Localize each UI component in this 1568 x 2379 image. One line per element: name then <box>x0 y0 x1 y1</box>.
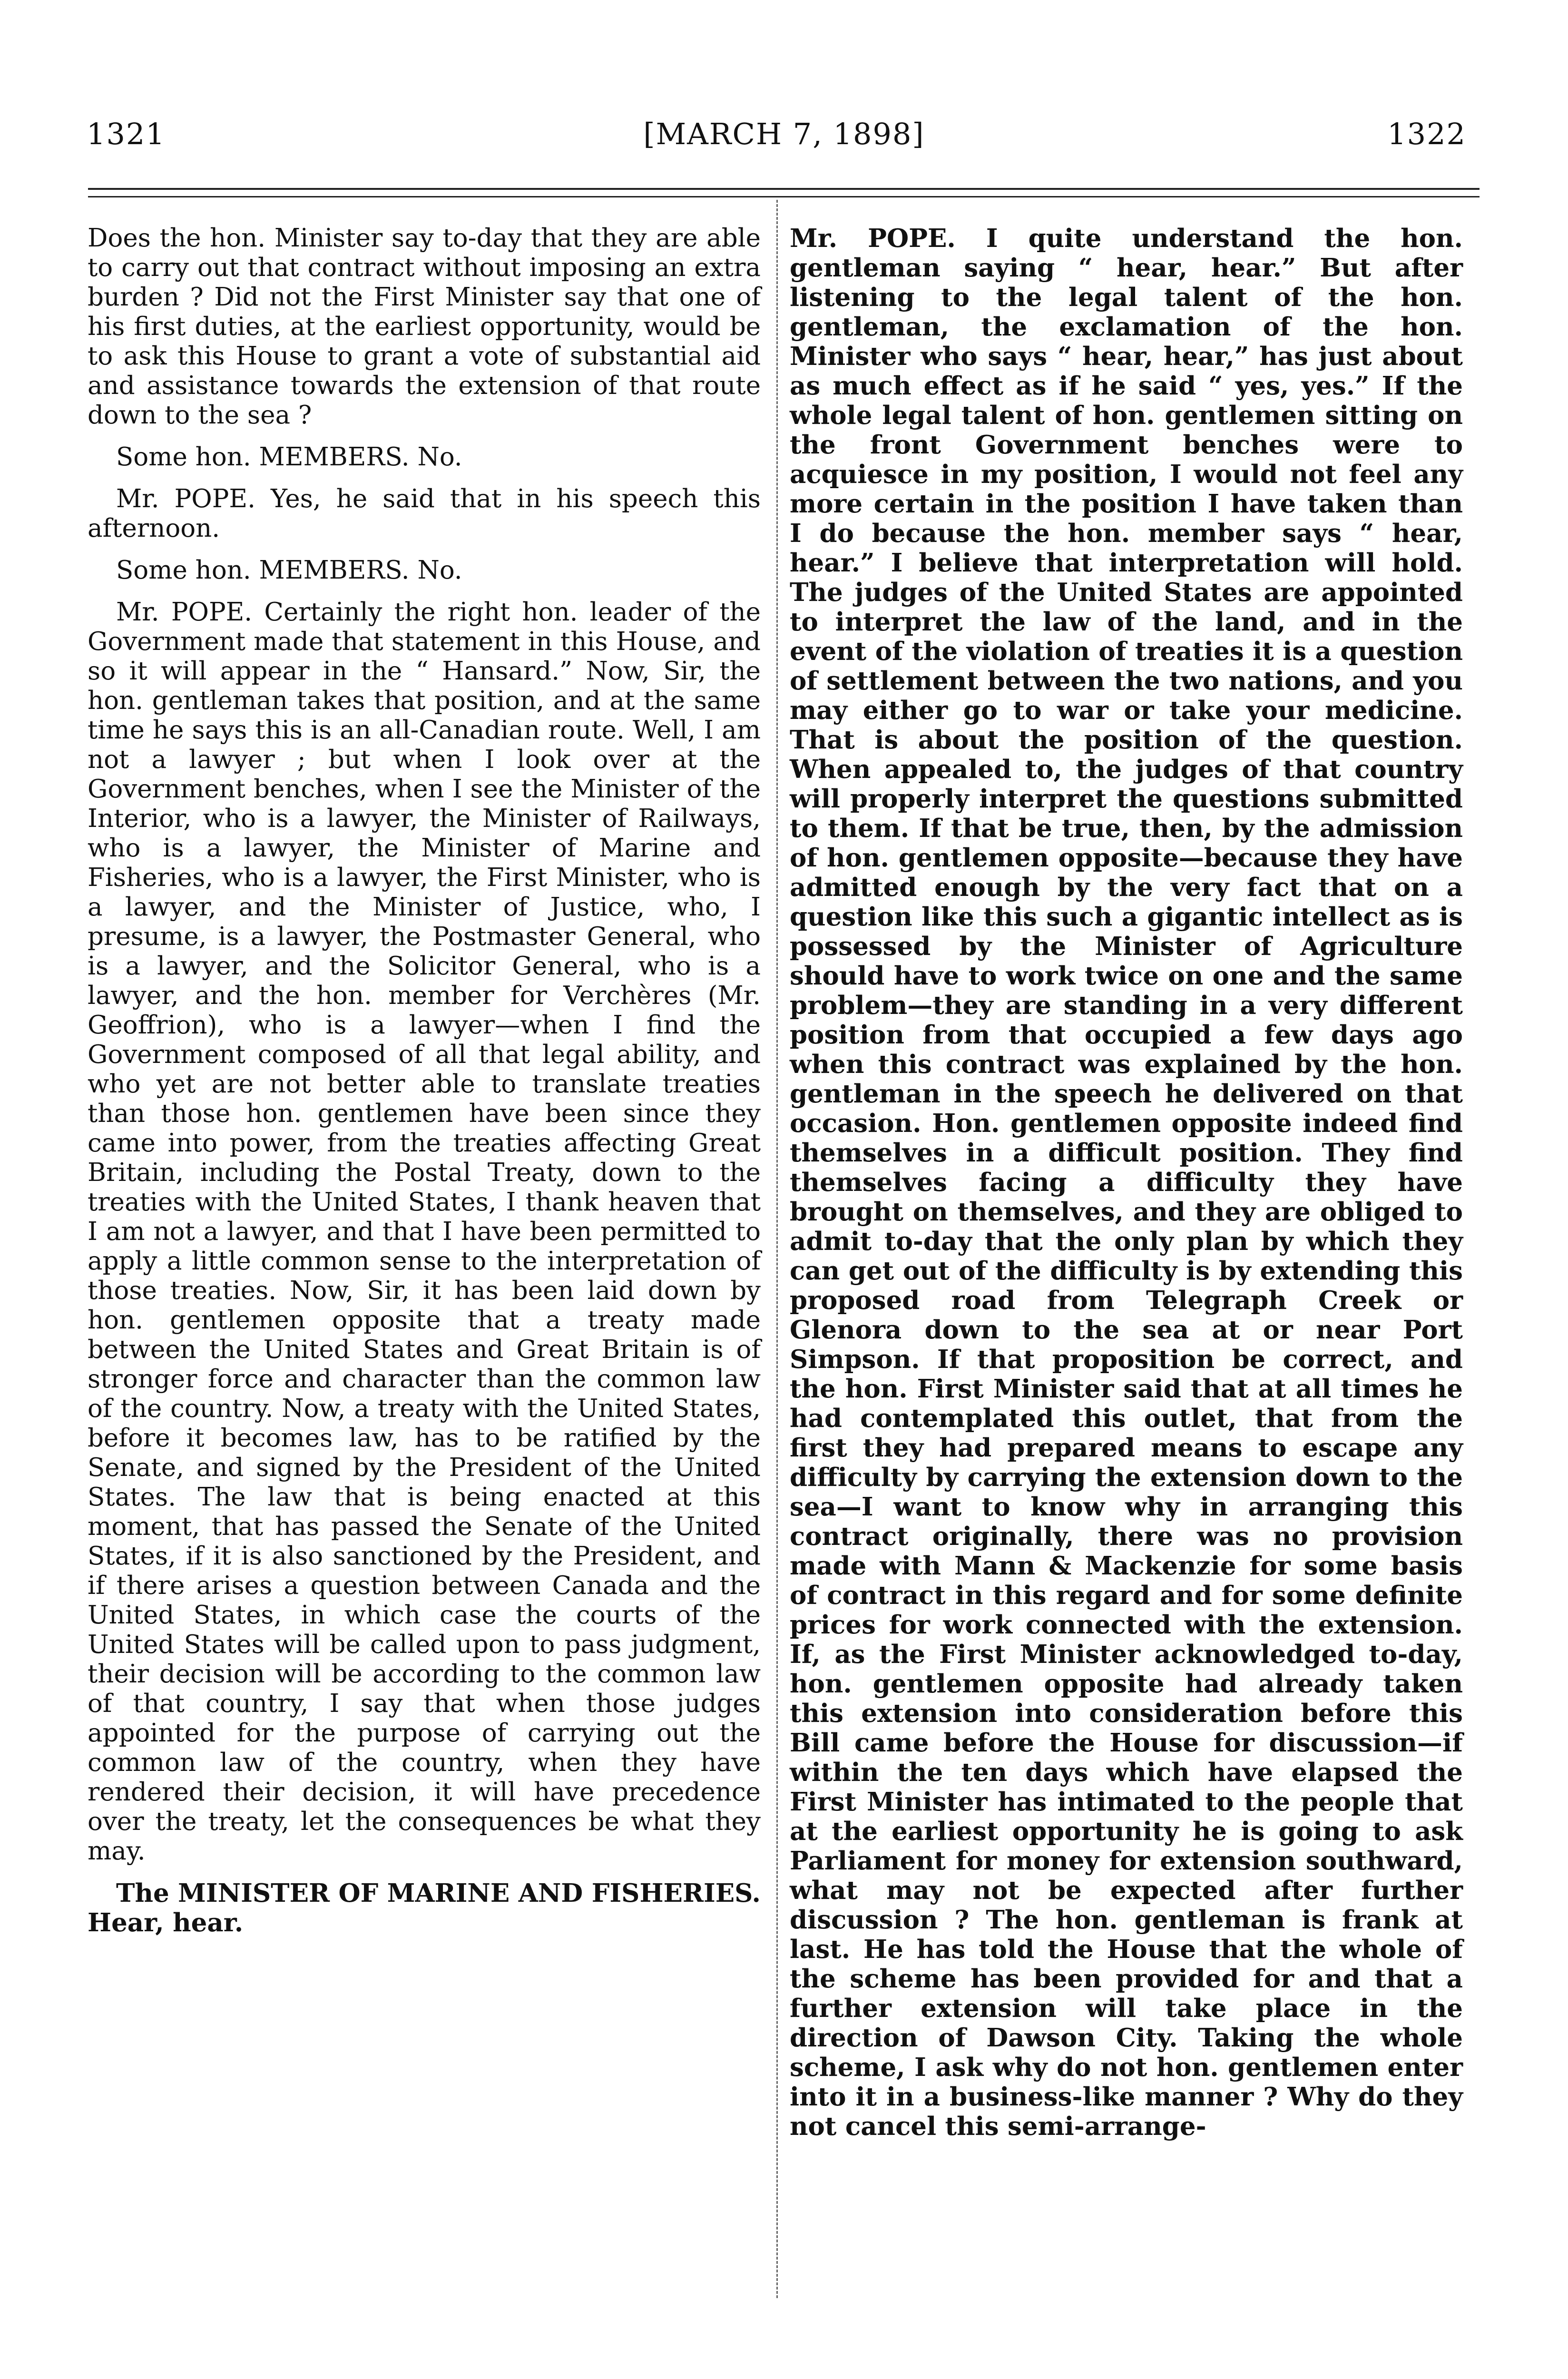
paragraph: Some hon. MEMBERS. No. <box>116 442 462 472</box>
paragraph: Some hon. MEMBERS. No. <box>116 556 462 585</box>
page-date-header: [MARCH 7, 1898] <box>643 117 925 151</box>
paragraph: Does the hon. Minister say to-day that they are able to carry out that contract without imposing an extra burden ? Did not the First Minister say that one of his first duties, at the earliest opportunity, would be to ask this House to grant a vote of substantial aid and assistance towards the extension of that route down to the sea ? <box>88 224 761 430</box>
column-divider <box>776 200 778 2298</box>
right-column <box>790 224 1463 2141</box>
left-page-number: 1321 <box>87 117 166 151</box>
left-column <box>88 224 761 1937</box>
paragraph: Mr. POPE. I quite understand the hon. gentleman saying “ hear, hear.” But after listening to the legal talent of the hon. gentleman, the exclamation of the hon. Minister who says “ hear, hear,” has just about as much effect as if he said “ yes, yes.” If the whole legal talent of hon. gentlemen sitting on the front Government benches were to acquiesce in my position, I would not feel any more certain in the position I have taken than I do because the hon. member says “ hear, hear.” I believe that interpretation will hold. The judges of the United States are appointed to interpret the law of the land, and in the event of the violation of treaties it is a question of settlement between the two nations, and you may either go to war or take your medicine. That is about the position of the question. When appealed to, the judges of that country will properly interpret the questions submitted to them. If that be true, then, by the admission of hon. gentlemen opposite—because they have admitted enough by the very fact that on a question like this such a gigantic intellect as is possessed by the Minister of Agriculture should have to work twice on one and the same problem—they are standing in a very different position from that occupied a few days ago when this contract was explained by the hon. gentleman in the speech he delivered on that occasion. Hon. gentlemen opposite indeed find themselves in a difficult position. They find themselves facing a difficulty they have brought on themselves, and they are obliged to admit to-day that the only plan by which they can get out of the difficulty is by extending this proposed road from Telegraph Creek or Glenora down to the sea at or near Port Simpson. If that proposition be correct, and the hon. First Minister said that at all times he had contemplated this outlet, that from the first they had prepared means to escape any difficulty by carrying the extension down to the sea—I want to know why in arranging this contract originally, there was no provision made with Mann & Mackenzie for some basis of contract in this regard and for some definite prices for work connected with the extension. If, as the First Minister acknowledged to-day, hon. gentlemen opposite had already taken this extension into consideration before this Bill came before the House for discussion—if within the ten days which have elapsed the First Minister has intimated to the people that at the earliest opportunity he is going to ask Parliament for money for extension southward, what may not be expected after further discussion ? The hon. gentleman is frank at last. He has told the House that the whole of the scheme has been provided for and that a further extension will take place in the direction of Dawson City. Taking the whole scheme, I ask why do not hon. gentlemen enter into it in a business-like manner ? Why do they not cancel this semi-arrange- <box>790 224 1463 2141</box>
right-page-number: 1322 <box>1387 117 1466 151</box>
header-rule-bottom <box>88 196 1480 197</box>
paragraph: The MINISTER OF MARINE AND FISHERIES. Hear, hear. <box>88 1878 761 1937</box>
paragraph: Mr. POPE. Certainly the right hon. leader of the Government made that statement in this House, and so it will appear in the “ Hansard.” Now, Sir, the hon. gentleman takes that position, and at the same time he says this is an all-Canadian route. Well, I am not a lawyer ; but when I look over at the Government benches, when I see the Minister of the Interior, who is a lawyer, the Minister of Railways, who is a lawyer, the Minister of Marine and Fisheries, who is a lawyer, the First Minister, who is a lawyer, and the Minister of Justice, who, I presume, is a lawyer, the Postmaster General, who is a lawyer, and the Solicitor General, who is a lawyer, and the hon. member for Verchères (Mr. Geoffrion), who is a lawyer—when I find the Government composed of all that legal ability, and who yet are not better able to translate treaties than those hon. gentlemen have been since they came into power, from the treaties affecting Great Britain, including the Postal Treaty, down to the treaties with the United States, I thank heaven that I am not a lawyer, and that I have been permitted to apply a little common sense to the interpretation of those treaties. Now, Sir, it has been laid down by hon. gentlemen opposite that a treaty made between the United States and Great Britain is of stronger force and character than the common law of the country. Now, a treaty with the United States, before it becomes law, has to be ratified by the Senate, and signed by the President of the United States. The law that is being enacted at this moment, that has passed the Senate of the United States, if it is also sanctioned by the President, and if there arises a question between Canada and the United States, in which case the courts of the United States will be called upon to pass judgment, their decision will be according to the common law of that country, I say that when those judges appointed for the purpose of carrying out the common law of the country, when they have rendered their decision, it will have precedence over the treaty, let the consequences be what they may. <box>88 598 761 1866</box>
paragraph: Mr. POPE. Yes, he said that in his speech this afternoon. <box>88 484 761 543</box>
header-rule-top <box>88 188 1480 190</box>
